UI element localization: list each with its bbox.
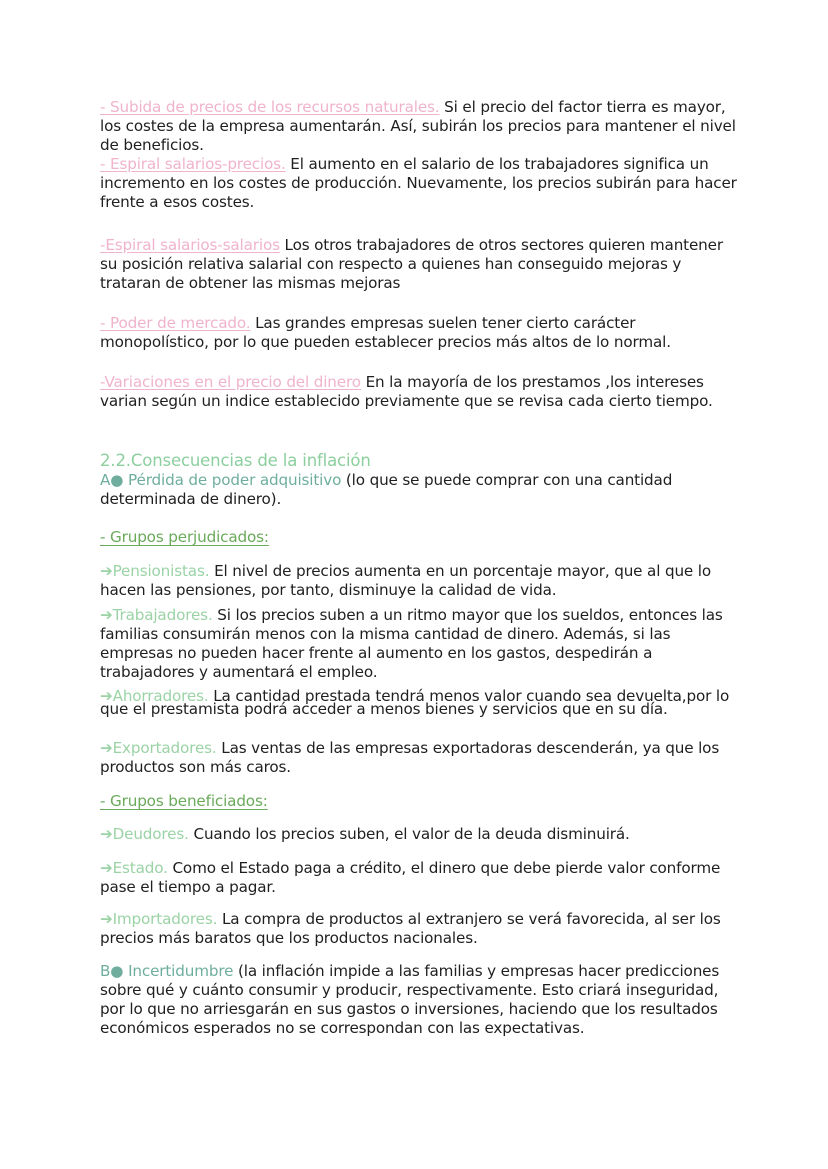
cause-label-4: - Poder de mercado.: [100, 314, 251, 332]
consequence-a-text: (lo que se puede comprar con una cantidad determinada de dinero).: [100, 471, 673, 508]
harmed-label-4: ➔Exportadores.: [100, 739, 217, 757]
consequence-b-text: (la inflación impide a las familias y empresas hacer predicciones sobre qué y cuánto consumir y producir, respectivamente. Esto criará inseguridad, por lo que no arriesgarán en sus gastos o inversiones, haciendo que los resultados económicos esperados no se correspondan con las expectativas.: [100, 962, 720, 1037]
consequence-a-prefix: A●: [100, 471, 129, 489]
cause-label-3: -Espiral salarios-salarios: [100, 236, 280, 254]
harmed-label-2: ➔Trabajadores.: [100, 606, 213, 624]
benefited-label-3: ➔Importadores.: [100, 910, 218, 928]
harmed-text-2: Si los precios suben a un ritmo mayor que los sueldos, entonces las familias consumirán menos con la misma cantidad de dinero. Además, si las empresas no pueden hacer frente al aumento en los gastos, despedirán a trabajadores y aumentará el empleo.: [100, 606, 723, 681]
consequence-b: [100, 962, 740, 1038]
cause-paragraph-5: [100, 373, 740, 411]
harmed-label-3: ➔Ahorradores.: [100, 687, 209, 705]
cause-text-1: Si el precio del factor tierra es mayor, los costes de la empresa aumentarán. Así, subirán los precios para mantener el nivel de beneficios.: [100, 98, 736, 154]
benefited-item-1: [100, 825, 740, 844]
cause-paragraph-3: [100, 236, 740, 293]
harmed-item-3: [100, 687, 740, 718]
benefited-text-3: La compra de productos al extranjero se verá favorecida, al ser los precios más baratos que los productos nacionales.: [100, 910, 721, 947]
benefited-label-2: ➔Estado.: [100, 859, 168, 877]
harmed-text-1: El nivel de precios aumenta en un porcentaje mayor, que al que lo hacen las pensiones, por tanto, disminuye la calidad de vida.: [100, 562, 712, 599]
cause-text-5: En la mayoría de los prestamos ,los intereses varian según un indice establecido previamente que se revisa cada cierto tiempo.: [100, 373, 713, 410]
cause-label-1: - Subida de precios de los recursos naturales.: [100, 98, 440, 116]
harmed-text-3: La cantidad prestada tendrá menos valor cuando sea devuelta,por lo que el prestamista podrá acceder a menos bienes y servicios que en su día.: [100, 687, 730, 718]
cause-label-2: - Espiral salarios-precios.: [100, 155, 286, 173]
cause-text-4: Las grandes empresas suelen tener cierto carácter monopolístico, por lo que pueden establecer precios más altos de lo normal.: [100, 314, 671, 351]
cause-text-2: El aumento en el salario de los trabajadores significa un incremento en los costes de producción. Nuevamente, los precios subirán para hacer frente a esos costes.: [100, 155, 737, 211]
harmed-text-4: Las ventas de las empresas exportadoras descenderán, ya que los productos son más caros.: [100, 739, 720, 776]
section-heading: 2.2.Consecuencias de la inflación: [100, 451, 371, 470]
harmed-label-1: ➔Pensionistas.: [100, 562, 210, 580]
benefited-item-3: [100, 910, 740, 948]
harmed-item-1: [100, 562, 740, 600]
cause-paragraph-1: [100, 98, 740, 212]
consequence-a-label: Pérdida de poder adquisitivo: [128, 471, 342, 489]
benefited-item-2: [100, 859, 740, 897]
benefited-label-1: ➔Deudores.: [100, 825, 189, 843]
benefited-groups-title: - Grupos beneficiados:: [100, 792, 268, 810]
benefited-text-1: Cuando los precios suben, el valor de la deuda disminuirá.: [188, 825, 630, 843]
harmed-groups-title: - Grupos perjudicados:: [100, 528, 269, 546]
cause-text-3: Los otros trabajadores de otros sectores quieren mantener su posición relativa salarial con respecto a quienes han conseguido mejoras y trataran de obtener las mismas mejoras: [100, 236, 723, 292]
harmed-item-4: [100, 739, 740, 777]
consequence-b-label: Incertidumbre: [128, 962, 234, 980]
consequence-b-prefix: B●: [100, 962, 129, 980]
benefited-text-2: Como el Estado paga a crédito, el dinero que debe pierde valor conforme pase el tiempo a pagar.: [100, 859, 721, 896]
harmed-item-2: [100, 606, 740, 682]
cause-paragraph-4: [100, 314, 740, 352]
consequence-a: [100, 471, 740, 509]
cause-label-5: -Variaciones en el precio del dinero: [100, 373, 361, 391]
